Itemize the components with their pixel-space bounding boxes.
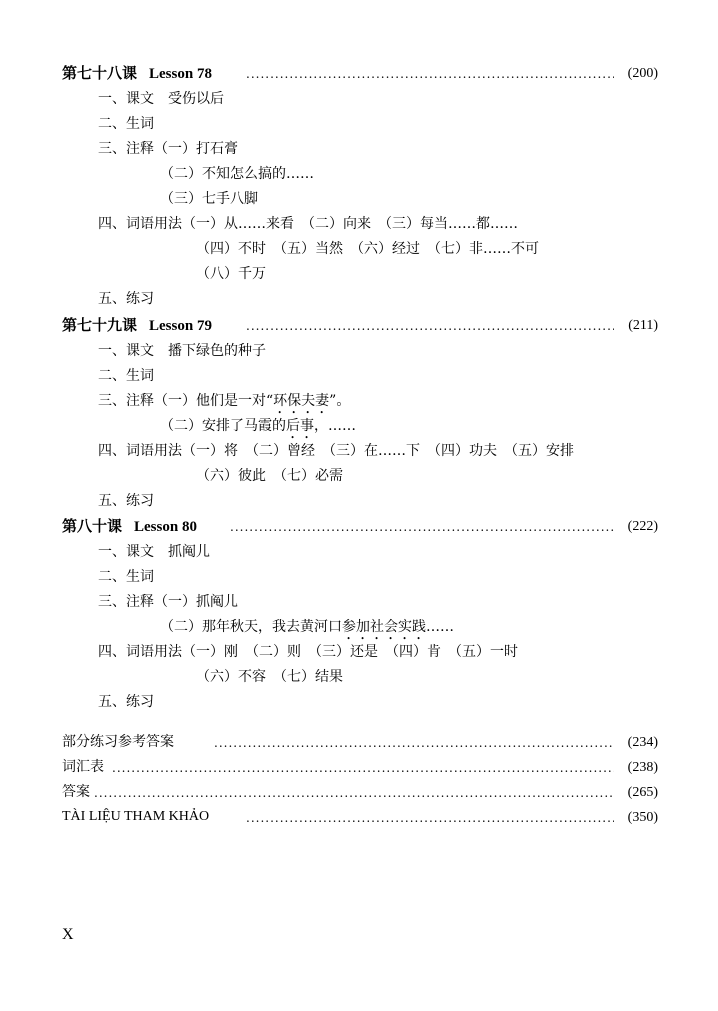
lesson80-exercise: 五、练习: [98, 694, 154, 710]
lesson80-page: (222): [627, 519, 658, 534]
lesson78-vocab: 二、生词: [98, 116, 154, 132]
lesson79-usage-1: 四、词语用法（一）将 （二）曾经 （三）在……下 （四）功夫 （五）安排: [98, 443, 574, 459]
page-number: X: [62, 926, 74, 943]
lesson79-number: Lesson 79: [149, 318, 212, 334]
toc-leader: [246, 808, 614, 828]
lesson78-heading[interactable]: [62, 63, 212, 84]
toc-leader: [112, 758, 614, 778]
lesson80-number: Lesson 80: [134, 519, 197, 535]
lesson79-page: (211): [628, 318, 658, 333]
lesson79-heading[interactable]: [62, 315, 212, 336]
lesson79-notes-2: [160, 416, 356, 442]
lesson78-notes-3: （三）七手八脚: [160, 191, 258, 207]
lesson80-notes-2-emphasis: 参加社会实践: [342, 619, 426, 635]
lesson78-exercise: 五、练习: [98, 291, 154, 307]
lesson79-notes-1: [98, 391, 350, 417]
lesson78-text: 一、课文 受伤以后: [98, 91, 224, 107]
appendix-glossary-page: (238): [627, 760, 658, 775]
lesson79-exercise: 五、练习: [98, 493, 154, 509]
lesson80-vocab: 二、生词: [98, 569, 154, 585]
appendix-answers-page: (234): [627, 735, 658, 750]
lesson79-vocab: 二、生词: [98, 368, 154, 384]
lesson79-notes-2-post: ，……: [314, 418, 356, 434]
lesson79-text: 一、课文 播下绿色的种子: [98, 343, 266, 359]
lesson78-usage-3: （八）千万: [196, 266, 266, 282]
lesson78-page: (200): [627, 66, 658, 81]
lesson80-notes-2-pre: （二）那年秋天，我去黄河口: [160, 619, 342, 635]
lesson79-notes-2-emphasis: 后事: [286, 418, 314, 434]
lesson78-notes-1: 三、注释（一）打石膏: [98, 141, 238, 157]
lesson80-usage-1: 四、词语用法（一）刚 （二）则 （三）还是 （四）肯 （五）一时: [98, 644, 518, 660]
toc-leader: [214, 733, 614, 753]
lesson80-text: 一、课文 抓阄儿: [98, 544, 210, 560]
lesson79-title: 第七十九课: [62, 316, 138, 334]
lesson80-usage-2: （六）不容 （七）结果: [196, 669, 343, 685]
lesson79-notes-2-pre: （二）安排了马霞的: [160, 418, 286, 434]
lesson80-notes-2-post: ……: [426, 619, 454, 635]
appendix-references-label[interactable]: TÀI LIỆU THAM KHẢO: [62, 809, 210, 824]
appendix-key-page: (265): [627, 785, 658, 800]
toc-leader: [94, 783, 614, 803]
lesson79-usage-2: （六）彼此 （七）必需: [196, 468, 343, 484]
lesson79-notes-1-pre: 三、注释（一）他们是一对“: [98, 393, 274, 409]
lesson78-notes-2: （二）不知怎么搞的……: [160, 166, 314, 182]
appendix-answers-label[interactable]: 部分练习参考答案: [62, 734, 174, 750]
lesson79-notes-1-emphasis: 环保夫妻: [273, 393, 330, 409]
toc-leader: [246, 316, 614, 336]
lesson78-usage-2: （四）不时 （五）当然 （六）经过 （七）非……不可: [196, 241, 539, 257]
toc-leader: [246, 64, 614, 84]
appendix-references-page: (350): [627, 810, 658, 825]
lesson80-title: 第八十课: [62, 517, 123, 535]
toc-leader: [230, 517, 614, 537]
lesson79-notes-1-post: ”。: [329, 393, 351, 409]
lesson80-heading[interactable]: [62, 516, 197, 537]
lesson78-usage-1: 四、词语用法（一）从……来看 （二）向来 （三）每当……都……: [98, 216, 518, 232]
lesson80-notes-1: 三、注释（一）抓阄儿: [98, 594, 238, 610]
lesson80-notes-2: [160, 617, 454, 643]
appendix-glossary-label[interactable]: 词汇表: [62, 759, 104, 775]
appendix-key-label[interactable]: 答案: [62, 784, 90, 800]
lesson78-title: 第七十八课: [62, 64, 138, 82]
lesson78-number: Lesson 78: [149, 66, 212, 82]
